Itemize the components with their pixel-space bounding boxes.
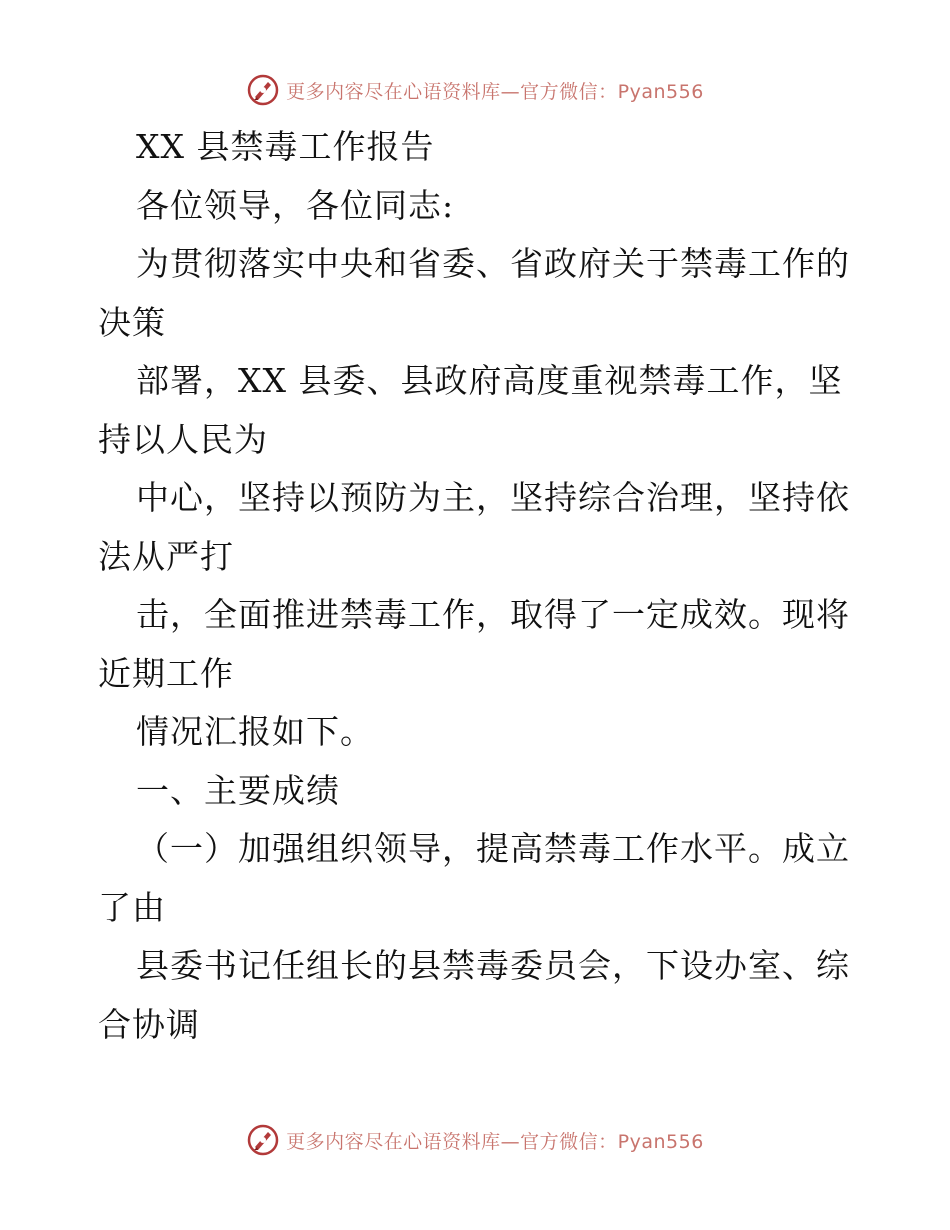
section-heading: 一、主要成绩 — [136, 770, 340, 810]
header-banner — [0, 72, 950, 108]
paragraph-line: 法从严打 — [98, 536, 234, 576]
salutation: 各位领导，各位同志: — [136, 185, 455, 225]
paragraph-line: 为贯彻落实中央和省委、省政府关于禁毒工作的 — [136, 244, 850, 283]
paragraph-line: 了由 — [98, 887, 166, 927]
paragraph-line: 决策 — [98, 302, 166, 342]
header-banner-text: 更多内容尽在心语资料库—官方微信：Pyan556 — [286, 80, 704, 103]
pen-seal-logo-icon — [246, 1123, 280, 1157]
paragraph-line: 情况汇报如下。 — [136, 712, 374, 751]
paragraph-line: 近期工作 — [98, 653, 234, 693]
paragraph-line: 持以人民为 — [98, 419, 268, 459]
pen-seal-logo-icon — [246, 73, 280, 107]
footer-banner-text: 更多内容尽在心语资料库—官方微信：Pyan556 — [286, 1130, 704, 1153]
paragraph-line: （一）加强组织领导，提高禁毒工作水平。成立 — [136, 829, 850, 868]
paragraph-line: 合协调 — [98, 1004, 200, 1044]
paragraph-line: 击，全面推进禁毒工作，取得了一定成效。现将 — [136, 595, 850, 634]
paragraph-line: 县委书记任组长的县禁毒委员会，下设办室、综 — [136, 946, 850, 985]
document-body — [98, 118, 858, 1054]
footer-banner — [0, 1122, 950, 1158]
document-title: XX 县禁毒工作报告 — [136, 127, 435, 166]
paragraph-line: 部署，XX 县委、县政府高度重视禁毒工作，坚 — [136, 361, 843, 400]
paragraph-line: 中心，坚持以预防为主，坚持综合治理，坚持依 — [136, 478, 850, 517]
